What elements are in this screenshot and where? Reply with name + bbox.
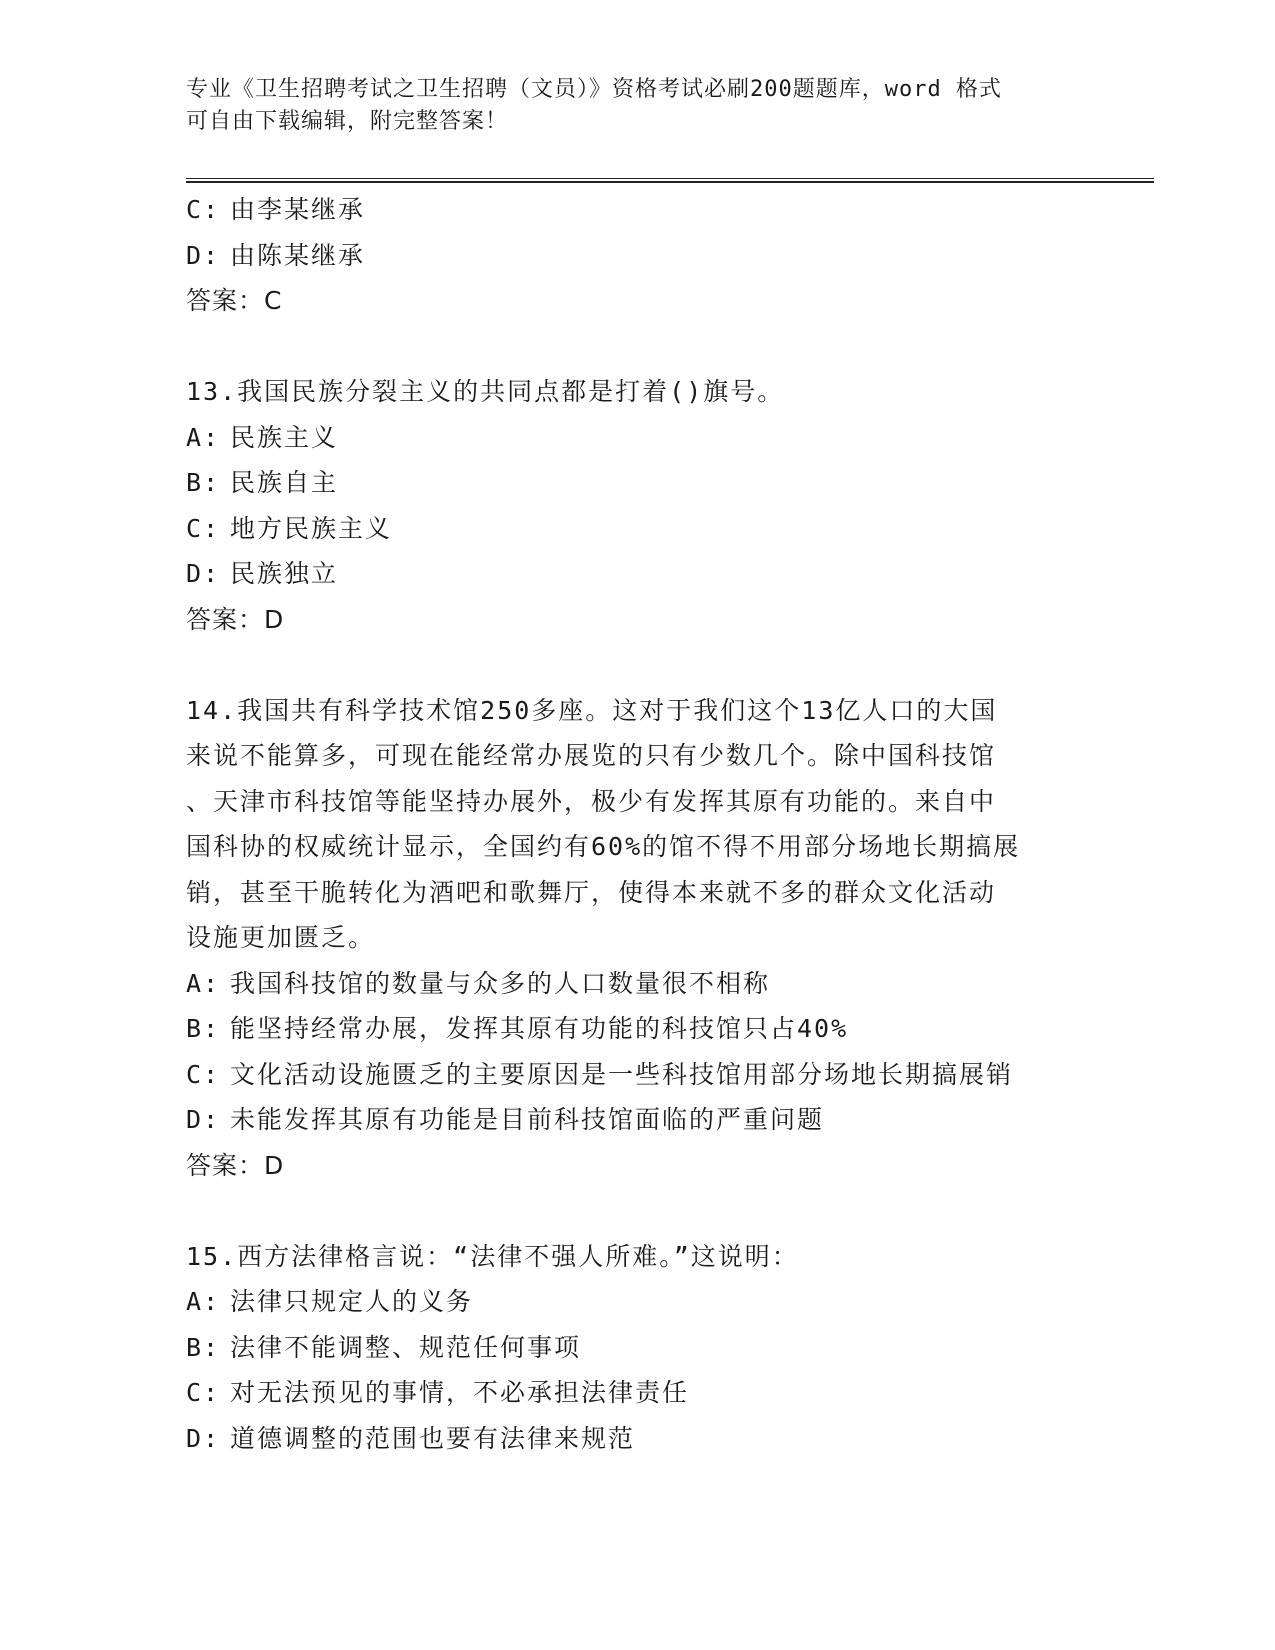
option-letter: B: — [186, 1014, 221, 1043]
option-text: 法律不能调整、规范任何事项 — [230, 1332, 582, 1362]
option-b — [186, 1325, 1086, 1371]
question-stem-line: 14.我国共有科学技术馆250多座。这对于我们这个13亿人口的大国 — [186, 695, 998, 725]
answer: 答案：C — [186, 286, 283, 315]
option-letter: D: — [186, 240, 221, 270]
option-d — [186, 551, 1086, 597]
option-letter: D: — [186, 559, 221, 588]
option-b — [186, 460, 1086, 506]
spacer — [186, 642, 1086, 688]
document-header — [186, 74, 1076, 138]
question-13 — [186, 369, 1086, 642]
spacer — [186, 324, 1086, 370]
option-c — [186, 1370, 1086, 1416]
option-b — [186, 1006, 1086, 1052]
option-letter: D: — [186, 1423, 221, 1453]
option-text: 地方民族主义 — [230, 513, 393, 543]
question-stem-line: 设施更加匮乏。 — [186, 923, 376, 952]
header-line-2: 可自由下载编辑，附完整答案！ — [186, 109, 509, 134]
question-12-tail — [186, 187, 1086, 324]
option-letter: A: — [186, 1287, 221, 1316]
option-letter: B: — [186, 468, 221, 497]
option-d — [186, 1416, 1086, 1462]
answer: 答案：D — [186, 604, 285, 634]
option-text: 对无法预见的事情，不必承担法律责任 — [230, 1378, 690, 1407]
option-letter: C: — [186, 1378, 221, 1407]
question-stem-line: 、天津市科技馆等能坚持办展外，极少有发挥其原有功能的。来自中 — [186, 786, 997, 816]
option-c — [186, 187, 1086, 233]
question-list — [186, 187, 1086, 1461]
option-d — [186, 233, 1086, 279]
option-a — [186, 961, 1086, 1007]
question-stem-line: 国科协的权威统计显示，全国约有60%的馆不得不用部分场地长期搞展 — [186, 832, 1021, 861]
option-letter: D: — [186, 1105, 221, 1134]
option-text: 我国科技馆的数量与众多的人口数量很不相称 — [230, 968, 771, 998]
spacer — [186, 1188, 1086, 1234]
question-15 — [186, 1234, 1086, 1462]
option-text: 法律只规定人的义务 — [230, 1287, 474, 1316]
option-text: 能坚持经常办展，发挥其原有功能的科技馆只占40% — [230, 1014, 849, 1043]
question-stem-line: 来说不能算多，可现在能经常办展览的只有少数几个。除中国科技馆 — [186, 741, 997, 770]
option-letter: C: — [186, 195, 221, 224]
option-letter: C: — [186, 1059, 221, 1089]
option-letter: B: — [186, 1332, 221, 1362]
header-divider — [186, 178, 1154, 183]
question-stem: 13.我国民族分裂主义的共同点都是打着()旗号。 — [186, 377, 785, 406]
option-text: 民族独立 — [230, 559, 339, 588]
option-text: 道德调整的范围也要有法律来规范 — [230, 1423, 636, 1453]
option-c — [186, 1052, 1086, 1098]
question-stem: 15.西方法律格言说：“法律不强人所难。”这说明： — [186, 1241, 799, 1271]
header-line-1: 专业《卫生招聘考试之卫生招聘（文员）》资格考试必刷200题题库，word 格式 — [186, 77, 1002, 102]
option-text: 由陈某继承 — [230, 240, 366, 270]
option-text: 民族主义 — [230, 422, 339, 452]
option-c — [186, 506, 1086, 552]
question-14 — [186, 688, 1086, 1189]
option-a — [186, 415, 1086, 461]
option-letter: C: — [186, 513, 221, 543]
option-text: 民族自主 — [230, 468, 339, 497]
option-a — [186, 1279, 1086, 1325]
option-d — [186, 1097, 1086, 1143]
answer: 答案：D — [186, 1150, 285, 1180]
option-text: 未能发挥其原有功能是目前科技馆面临的严重问题 — [230, 1105, 825, 1134]
option-text: 由李某继承 — [230, 195, 366, 224]
option-letter: A: — [186, 968, 221, 998]
option-text: 文化活动设施匮乏的主要原因是一些科技馆用部分场地长期搞展销 — [230, 1059, 1014, 1089]
question-stem-line: 销，甚至干脆转化为酒吧和歌舞厅，使得本来就不多的群众文化活动 — [186, 877, 997, 907]
option-letter: A: — [186, 422, 221, 452]
